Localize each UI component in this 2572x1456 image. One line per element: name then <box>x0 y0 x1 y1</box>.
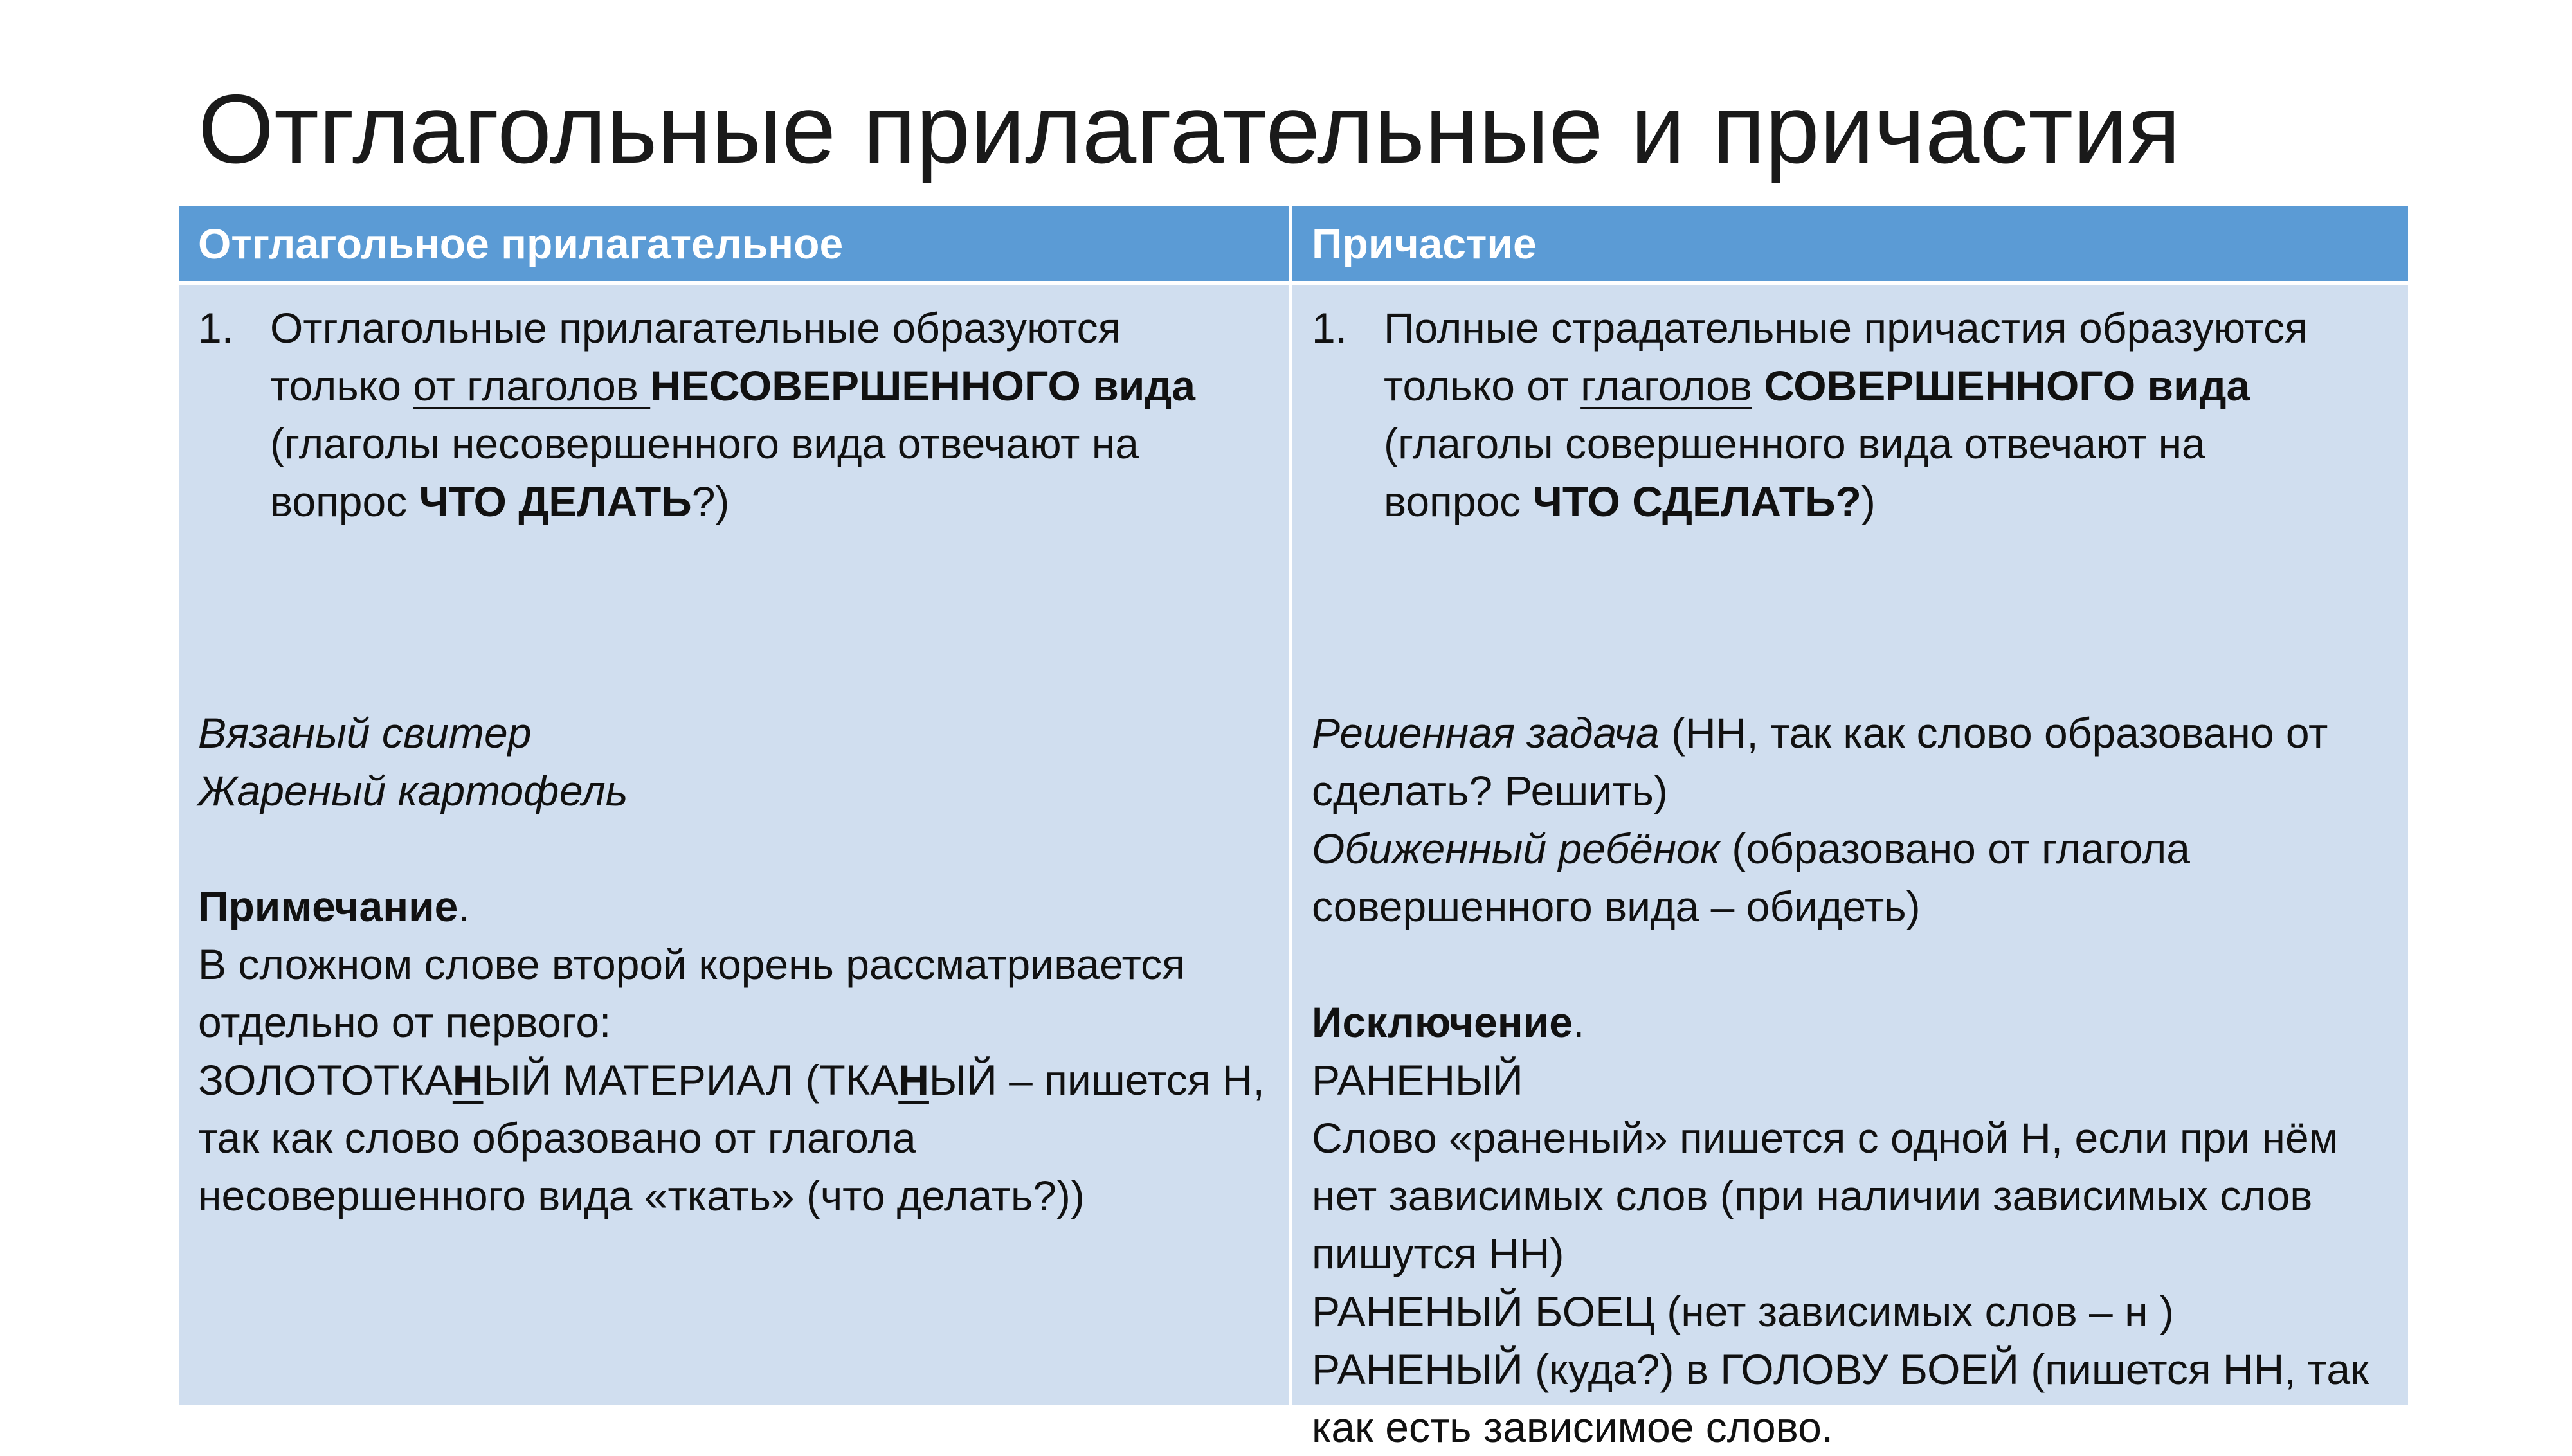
rule-number: 1. <box>198 304 234 352</box>
example-line: совершенного вида – обидеть) <box>1312 883 1921 930</box>
note-line: так как слово образовано от глагола <box>198 1114 916 1162</box>
note-heading: Примечание. <box>198 883 470 930</box>
rule-line: (глаголы несовершенного вида отвечают на <box>270 420 1139 467</box>
comparison-table <box>179 206 2408 1451</box>
rule-number: 1. <box>1312 304 1348 352</box>
note-line: отдельно от первого: <box>198 998 611 1046</box>
rule-text <box>1384 299 2308 530</box>
example-line: Обиженный ребёнок (образовано от глагола <box>1312 825 2190 872</box>
exception-line: Слово «раненый» пишется с одной Н, если при нём <box>1312 1114 2339 1162</box>
example-line: Решенная задача (НН, так как слово образовано от <box>1312 709 2328 757</box>
rule-line: Отглагольные прилагательные образуются <box>270 304 1121 352</box>
rule-line: (глаголы совершенного вида отвечают на <box>1384 420 2205 467</box>
exception-line: РАНЕНЫЙ (куда?) в ГОЛОВУ БОЕЙ (пишется НН, так <box>1312 1345 2369 1393</box>
note-line: ЗОЛОТОТКАНЫЙ МАТЕРИАЛ (ТКАНЫЙ – пишется Н, <box>198 1056 1265 1104</box>
exception-line: пишутся НН) <box>1312 1230 1564 1277</box>
header-participle: Причастие <box>1292 206 2408 281</box>
exception-heading: Исключение. <box>1312 998 1585 1046</box>
bold-text: ЧТО СДЕЛАТЬ? <box>1532 478 1861 525</box>
rule-text <box>270 299 1195 530</box>
bold-text: ЧТО ДЕЛАТЬ <box>419 478 692 525</box>
rule-line: вопрос ЧТО ДЕЛАТЬ?) <box>270 478 730 525</box>
bold-text: СОВЕРШЕННОГО вида <box>1752 362 2250 409</box>
note-line: В сложном слове второй корень рассматривается <box>198 940 1185 988</box>
exception-line: как есть зависимое слово. <box>1312 1403 1834 1451</box>
header-adjective: Отглагольное прилагательное <box>179 206 1289 281</box>
exception-line: РАНЕНЫЙ <box>1312 1056 1523 1104</box>
exception-line: нет зависимых слов (при наличии зависимых слов <box>1312 1172 2313 1219</box>
underlined-text: от глаголов <box>413 362 651 409</box>
rule-line: вопрос ЧТО СДЕЛАТЬ?) <box>1384 478 1876 525</box>
rule-item <box>1312 299 2389 530</box>
example-line: сделать? Решить) <box>1312 767 1668 814</box>
rule-line: Полные страдательные причастия образуются <box>1384 304 2308 352</box>
example-text: Вязаный свитер <box>198 709 532 757</box>
rule-line: только от глаголов НЕСОВЕРШЕННОГО вида <box>270 362 1195 409</box>
underlined-letter: Н <box>452 1056 484 1104</box>
underlined-text: глаголов <box>1580 362 1752 409</box>
cell-adjective <box>179 285 1289 1405</box>
rule-item <box>198 299 1269 530</box>
slide-title: Отглагольные прилагательные и причастия <box>198 75 2181 184</box>
bold-text: НЕСОВЕРШЕННОГО вида <box>650 362 1195 409</box>
cell-participle <box>1292 285 2408 1451</box>
rule-line: только от глаголов СОВЕРШЕННОГО вида <box>1384 362 2250 409</box>
example-text: Жареный картофель <box>198 767 628 814</box>
note-line: несовершенного вида «ткать» (что делать?)) <box>198 1172 1085 1219</box>
exception-line: РАНЕНЫЙ БОЕЦ (нет зависимых слов – н ) <box>1312 1288 2174 1335</box>
underlined-letter: Н <box>898 1056 929 1104</box>
